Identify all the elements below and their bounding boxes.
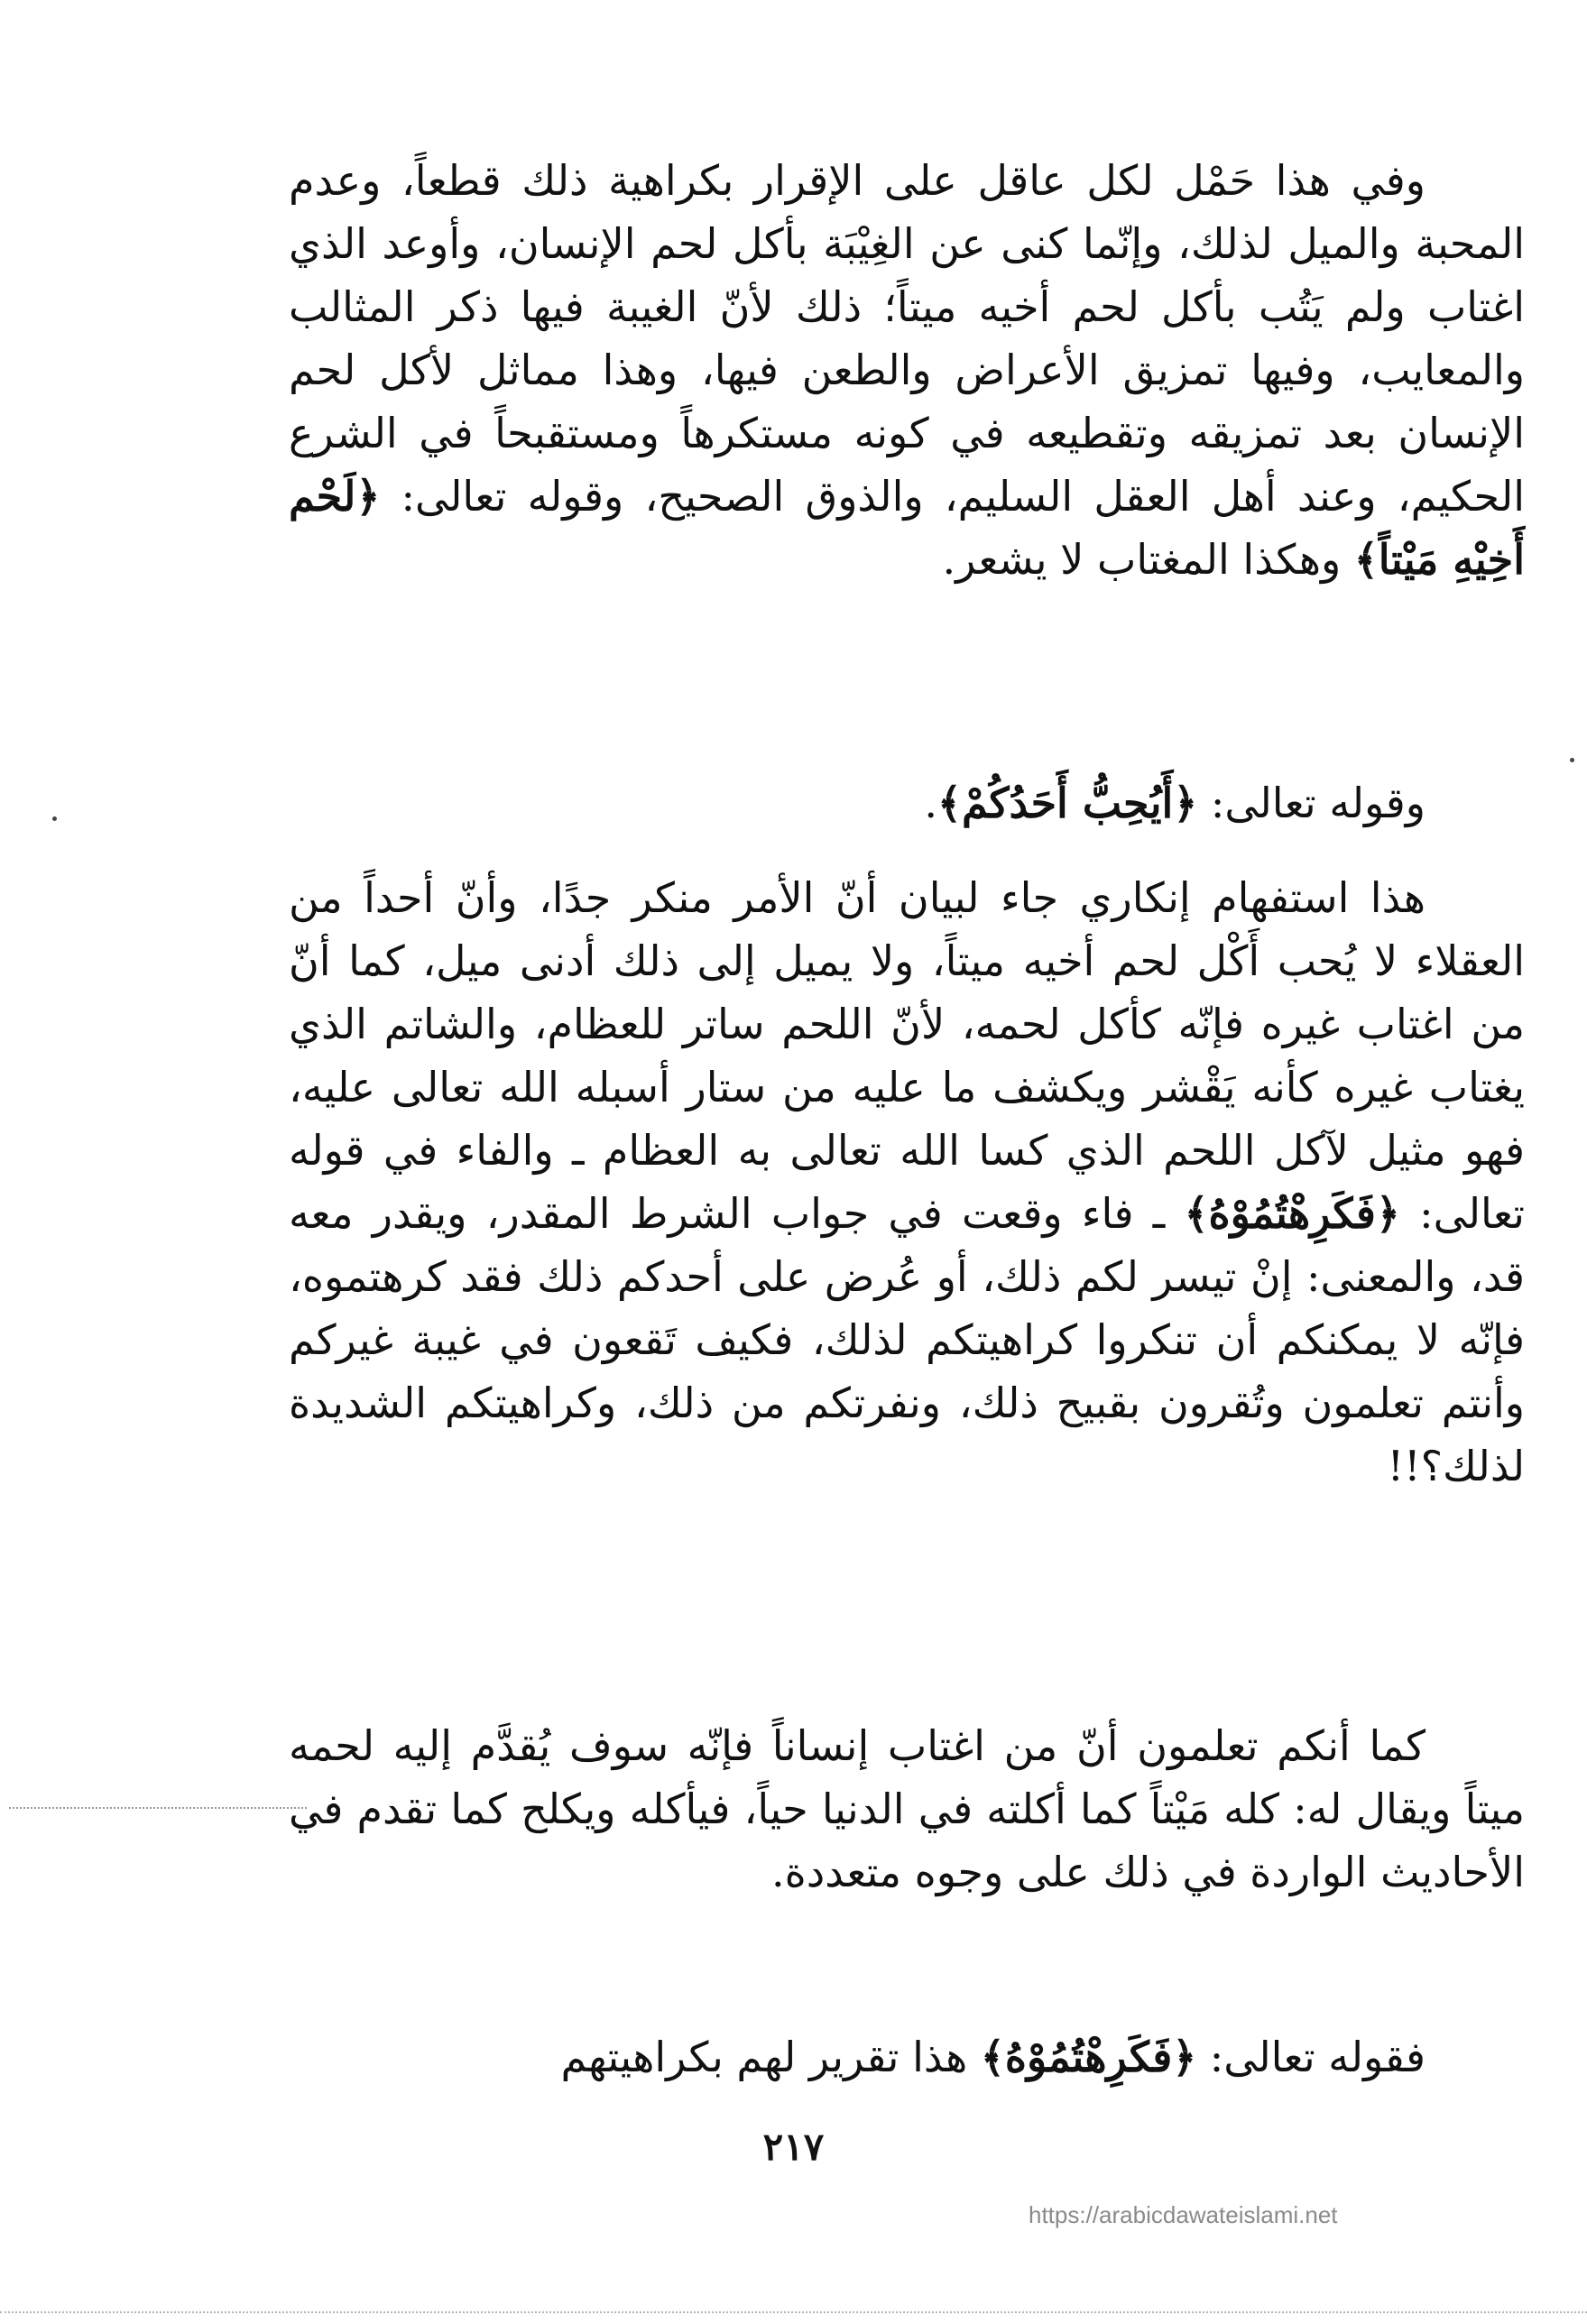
- paragraph-text: [289, 866, 1525, 1498]
- text-segment: ـ فاء وقعت في جواب الشرط المقدر، ويقدر معه قد، والمعنى: إنْ تيسر لكم ذلك، أو عُرض على أحدكم ذلك فقد كرهتموه، فإنّه لا يمكنكم أن تنكروا كراهيتكم لذلك، فكيف تَقعون في غيبة غيركم وأنتم تعلمون وتُقرون بقبيح ذلك، ونفرتكم من ذلك، وكراهيتكم الشديدة لذلك؟!!: [289, 1189, 1525, 1490]
- paragraph-text: [289, 149, 1525, 591]
- scan-speck: [52, 816, 57, 821]
- paragraph-text: [289, 1714, 1525, 1904]
- scan-speck: [1570, 758, 1574, 762]
- paragraph-text: [289, 771, 1525, 835]
- paragraph-2: [289, 771, 1525, 835]
- paragraph-4: [289, 1714, 1525, 1904]
- quran-verse: ﴿لَحْم أَخِيْهِ مَيْتاً﴾: [289, 472, 1525, 584]
- quran-verse: ﴿فَكَرِهْتُمُوْهُ﴾: [1184, 1189, 1400, 1238]
- paragraph-3: [289, 866, 1525, 1498]
- text-segment: كما أنكم تعلمون أنّ من اغتاب إنساناً فإنّه سوف يُقدَّم إليه لحمه ميتاً ويقال له: كله مَيْتاً كما أكلته في الدنيا حياً، فيأكله ويكلح كما تقدم في الأحاديث الواردة في ذلك على وجوه متعددة.: [289, 1721, 1525, 1896]
- text-segment: فقوله تعالى:: [1196, 2033, 1426, 2081]
- text-segment: .: [924, 779, 937, 827]
- quran-verse: ﴿فَكَرِهْتُمُوْهُ﴾: [980, 2033, 1197, 2081]
- paragraph-text: [289, 2025, 1525, 2089]
- quran-verse: ﴿أَيُحِبُّ أَحَدُكُمْ﴾: [937, 779, 1198, 827]
- paragraph-1: [289, 149, 1525, 591]
- scan-artifact-line: [0, 2311, 1587, 2313]
- text-segment: وهكذا المغتاب لا يشعر.: [942, 535, 1354, 584]
- text-segment: هذا تقرير لهم بكراهيتهم: [560, 2033, 981, 2081]
- text-segment: وقوله تعالى:: [1197, 779, 1426, 827]
- scan-artifact-line: [9, 1807, 307, 1809]
- text-segment: هذا استفهام إنكاري جاء لبيان أنّ الأمر منكر جدًا، وأنّ أحداً من العقلاء لا يُحب أَكْل لحم أخيه ميتاً، ولا يميل إلى ذلك أدنى ميل، كما أنّ من اغتاب غيره فإنّه كأكل لحمه، لأنّ اللحم ساتر للعظام، والشاتم الذي يغتاب غيره كأنه يَقْشر ويكشف ما عليه من ستار أسبله الله تعالى عليه، فهو مثيل لآكل اللحم الذي كسا الله تعالى به العظام ـ والفاء في قوله تعالى:: [289, 873, 1525, 1238]
- paragraph-5: [289, 2025, 1525, 2089]
- text-segment: وفي هذا حَمْل لكل عاقل على الإقرار بكراهية ذلك قطعاً، وعدم المحبة والميل لذلك، وإنّما كنى عن الغِيْبَة بأكل لحم الإنسان، وأوعد الذي اغتاب ولم يَتُب بأكل لحم أخيه ميتاً؛ ذلك لأنّ الغيبة فيها ذكر المثالب والمعايب، وفيها تمزيق الأعراض والطعن فيها، وهذا مماثل لأكل لحم الإنسان بعد تمزيقه وتقطيعه في كونه مستكرهاً ومستقبحاً في الشرع الحكيم، وعند أهل العقل السليم، والذوق الصحيح، وقوله تعالى:: [289, 156, 1525, 521]
- page-number: ٢١٧: [762, 2125, 825, 2169]
- watermark-url: https://arabicdawateislami.net: [1029, 2201, 1338, 2228]
